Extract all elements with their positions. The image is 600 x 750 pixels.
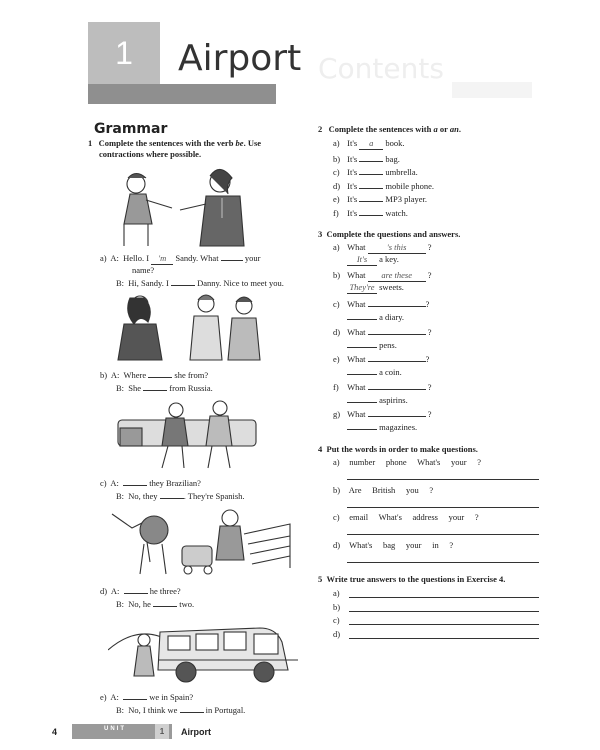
unit-header-bar [88,84,276,104]
ex5-item [333,602,539,616]
ex1-e-b-text-1: No, I think we [128,705,178,715]
ex4-word: Are [348,484,362,495]
ex4-item [333,485,539,513]
ex4-item-label: a) [333,457,340,467]
ex3-item [333,407,563,435]
ex4-item-label: d) [333,539,341,550]
ex3-item [333,352,563,380]
ex3-item-label: b) [333,269,341,280]
ex3-q-end: ? [427,326,432,337]
ex1-e-b-text-2: in Portugal. [205,705,246,715]
ex4-item-label: b) [333,484,341,495]
ex1-instruction [88,138,303,160]
ex1-c-speaker-b: B: [116,491,125,501]
illustration-park-bench [104,504,294,580]
ex1-a-label: a) [100,253,107,263]
ex4-word: bag [382,539,396,550]
ex2-instruction-an-word: an [449,124,459,134]
ex1-d-b-text-2: two. [179,599,195,609]
footer-unit-number: 1 [155,724,169,739]
ex4-answer-line[interactable] [347,507,539,508]
ex2-item-post: mobile phone. [385,180,435,191]
ex3-q-pre: What [347,269,366,280]
ex2-number: 2 [318,124,323,134]
ex1-a-answer[interactable]: 'm [151,253,173,265]
ex2-item-pre: It's [347,167,358,177]
illustration-waiting-bench [112,398,262,470]
ex1-e-text-2: we in Spain? [149,692,194,702]
ex4-word: ? [449,539,454,550]
ex3-a-answer[interactable] [347,310,377,320]
ex2-instruction-end: . [458,124,461,134]
ex4-item-label: c) [333,512,340,522]
ex2-item-answer[interactable] [359,179,383,189]
ex1-a-blank-3[interactable] [171,276,195,286]
ex5-list [333,588,539,642]
ex3-item [333,297,563,325]
ex1-item-c [100,476,310,502]
ex2-item [333,138,553,152]
ex2-item-label: b) [333,153,341,164]
ex1-d-speaker-b: B: [116,599,125,609]
ex3-item-label: g) [333,409,341,419]
ex3-q-answer[interactable] [368,352,426,362]
ex3-a-answer[interactable]: It's [347,254,377,266]
ex4-word: What's [349,539,373,550]
ex3-q-answer[interactable] [368,325,426,335]
ex1-b-blank-1[interactable] [148,368,172,378]
ex2-item-label: f) [333,207,339,218]
ex3-q-end: ? [427,242,432,252]
ex3-q-pre: What [347,242,366,252]
ex4-word: ? [429,484,434,495]
ex1-b-b-text-1: She [128,383,142,393]
ex2-item-pre: It's [347,180,358,191]
ex2-item [333,165,553,179]
ex3-item-label: e) [333,354,340,364]
ex1-c-text-2: they Brazilian? [149,478,201,488]
ex1-a-speaker-a: A: [110,253,119,263]
unit-title: Airport [178,38,302,79]
ex3-q-pre: What [347,299,366,309]
footer-title: Airport [181,727,211,737]
ex4-word: number [349,457,376,467]
section-heading-grammar: Grammar [94,121,168,137]
ex3-q-pre: What [347,381,366,392]
ex3-item [333,325,563,353]
ex5-item [333,629,539,643]
ex5-answer-line[interactable] [349,615,539,625]
ex2-item-post: watch. [385,207,408,218]
ex3-instruction-text: Complete the questions and answers. [326,229,461,239]
ex4-word: phone [385,457,407,467]
ex2-item-pre: It's [347,194,358,204]
illustration-three-people [112,290,272,362]
ex1-instruction-b: . Use [243,138,262,148]
ex4-word: What's [378,512,402,522]
ex3-q-end: ? [425,354,430,364]
ex1-number: 1 [88,138,93,148]
ex3-q-answer[interactable] [368,297,426,307]
ex3-q-end: ? [427,381,432,392]
ex4-word: ? [477,457,481,467]
ex1-c-label: c) [100,478,107,488]
ex4-word: ? [474,512,479,522]
ex3-list [333,242,563,435]
ex1-e-blank-2[interactable] [180,703,204,713]
unit-number-box [88,22,160,84]
ex2-item-answer[interactable] [359,206,383,216]
ex1-c-speaker-a: A: [110,478,119,488]
ex4-word: in [432,539,439,550]
ex3-instruction [318,229,558,240]
ex1-c-blank-2[interactable] [160,489,184,499]
ex1-d-label: d) [100,586,108,596]
unit-number: 1 [115,35,133,71]
ex2-item-post: book. [385,138,405,148]
ex3-q-end: ? [425,299,430,309]
ex4-list [333,457,539,567]
ex2-list [333,138,553,219]
ex3-item-label: f) [333,381,339,392]
ex2-item-pre: It's [347,138,358,148]
ex4-number: 4 [318,444,323,454]
ex3-a-end: a coin. [379,367,402,377]
ex5-item-label: a) [333,588,340,598]
ex1-a-speaker-b: B: [116,278,125,288]
ex3-a-answer[interactable] [347,365,377,375]
ex5-item-label: b) [333,601,341,612]
ex5-item [333,588,539,602]
ex1-instruction-verb: be [235,138,244,148]
ex1-b-text-1: Where [123,370,147,380]
ex2-item-answer[interactable] [359,165,383,175]
ex1-c-blank-1[interactable] [123,476,147,486]
ex2-item-post: umbrella. [385,167,418,177]
ex2-instruction-or: or [437,124,450,134]
ex3-q-pre: What [347,354,366,364]
ex1-e-blank-1[interactable] [123,690,147,700]
ex5-instruction [318,574,558,585]
ex5-item-label: d) [333,628,341,639]
ex1-item-a [100,251,310,289]
ex3-q-answer[interactable]: 's this [368,242,426,254]
ex1-b-blank-2[interactable] [143,381,167,391]
ex5-number: 5 [318,574,323,584]
ex1-d-text-2: he three? [149,586,181,596]
ex1-a-text-1: Hello. I [123,253,150,263]
ex2-item-label: e) [333,194,340,204]
ex1-a-blank-2[interactable] [221,251,243,261]
ex4-answer-line[interactable] [347,534,539,535]
ex4-instruction [318,444,558,455]
ex2-item-label: d) [333,180,341,191]
ex1-b-label: b) [100,370,108,380]
ex5-answer-line[interactable] [349,602,539,612]
ex1-instruction-c: contractions where possible. [99,149,202,159]
ex1-e-speaker-a: A: [110,692,119,702]
ex4-word: you [405,484,419,495]
ex4-answer-line[interactable] [347,479,539,480]
ex3-q-end: ? [427,409,432,419]
ex1-a-b-text-1: Hi, Sandy. I [128,278,169,288]
ex4-word: your [448,512,465,522]
ex1-c-b-text-2: . They're Spanish. [183,491,245,501]
ex2-item [333,152,553,166]
page-number: 4 [52,727,58,737]
ex3-q-pre: What [347,326,366,337]
ex2-item-pre: It's [347,153,358,164]
ex2-item-post: bag. [385,153,400,164]
ex3-item-label: c) [333,299,340,309]
ex2-item [333,206,553,220]
ex5-item-label: c) [333,615,340,625]
ex4-instruction-text: Put the words in order to make questions. [326,444,478,454]
ex4-word: What's [417,457,441,467]
ex2-item-label: c) [333,167,340,177]
ex3-a-end: a key. [379,254,399,264]
ex3-a-answer[interactable]: They're [347,282,377,294]
illustration-van [108,610,298,686]
ex2-item-label: a) [333,138,340,148]
ex1-c-b-text-1: No, they [128,491,158,501]
ex4-word: your [405,539,422,550]
ex4-answer-line[interactable] [347,562,539,563]
ex1-d-speaker-a: A: [110,586,120,596]
ex3-q-answer[interactable] [368,407,426,417]
ex1-b-b-text-2: from Russia. [169,383,213,393]
ex3-a-end: pens. [379,339,397,350]
ex1-a-text-4: name? [132,265,155,275]
ex3-item-label: d) [333,326,341,337]
show-through-title: Contents [318,52,444,85]
ex3-number: 3 [318,229,323,239]
ex3-item [333,270,563,298]
ex3-q-answer[interactable] [368,380,426,390]
ex1-a-text-2: Sandy. What [175,253,219,263]
ex1-b-speaker-a: A: [110,370,120,380]
ex2-item-answer[interactable]: a [359,138,383,150]
ex2-item-answer[interactable] [359,152,383,162]
ex3-a-answer[interactable] [347,338,377,348]
ex4-word: address [412,512,438,522]
ex2-item [333,179,553,193]
ex1-e-speaker-b: B: [116,705,125,715]
ex2-instruction-a-word: a [433,124,438,134]
ex1-item-b [100,368,310,394]
ex5-answer-line[interactable] [349,629,539,639]
ex3-a-end: magazines. [379,422,418,432]
ex3-a-answer[interactable] [347,393,377,403]
ex1-b-text-2: she from? [174,370,209,380]
ex3-item [333,380,563,408]
ex3-item [333,242,563,270]
ex5-instruction-text: Write true answers to the questions in Exercise 4. [326,574,506,584]
ex4-word: your [450,457,467,467]
ex4-item [333,512,539,540]
ex5-answer-line[interactable] [349,588,539,598]
ex1-e-label: e) [100,692,107,702]
ex1-a-text-3: your [244,253,261,263]
ex3-q-answer[interactable]: are these [368,270,426,282]
ex3-a-end: a diary. [379,312,405,322]
ex4-word: British [372,484,396,495]
ex1-d-blank-2[interactable] [153,597,177,607]
ex3-a-answer[interactable] [347,420,377,430]
ex4-item [333,457,539,485]
ex1-instruction-a: Complete the sentences with the verb [98,138,236,148]
ex3-item-label: a) [333,242,340,252]
illustration-greeting [108,168,258,248]
ex3-q-end: ? [427,269,432,280]
ex4-word: email [349,512,369,522]
ex2-instruction-a: Complete the sentences with [328,124,434,134]
ex3-a-end: aspirins. [379,394,408,405]
ex2-item-answer[interactable] [359,192,383,202]
show-through-block [452,82,532,98]
ex3-q-pre: What [347,409,366,419]
ex1-d-b-text-1: No, he [128,599,151,609]
ex1-b-speaker-b: B: [116,383,125,393]
ex2-item-pre: It's [347,207,358,218]
footer-unit-word: UNIT [104,726,126,732]
ex4-item [333,540,539,568]
ex1-a-b-text-2: Danny. Nice to meet you. [197,278,284,288]
ex5-item [333,615,539,629]
ex2-item-post: MP3 player. [385,194,427,204]
ex1-d-blank-1[interactable] [124,584,148,594]
ex2-item [333,192,553,206]
ex1-item-e [100,690,310,716]
ex1-item-d [100,584,310,610]
ex3-a-end: sweets. [379,281,404,292]
ex2-instruction [318,124,558,135]
